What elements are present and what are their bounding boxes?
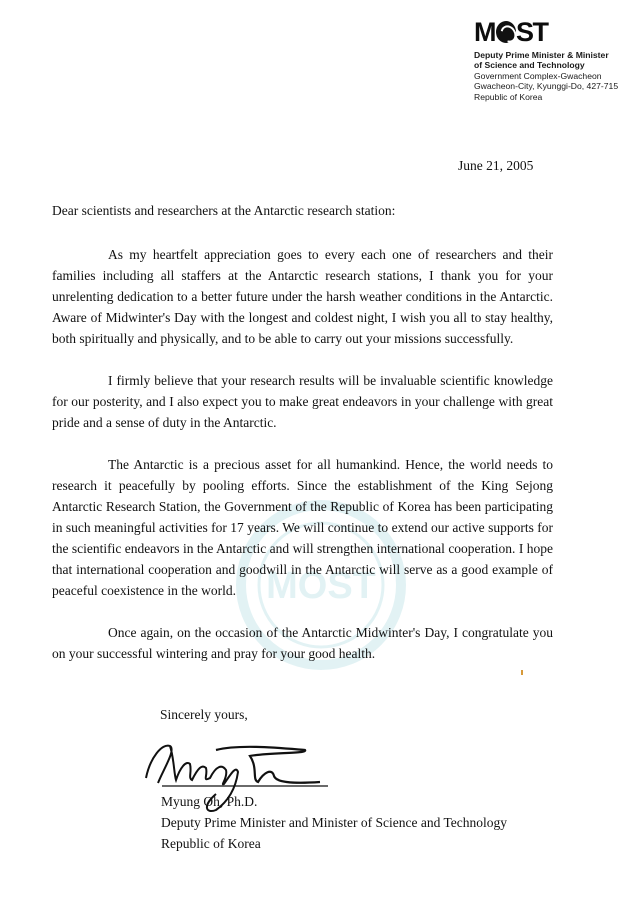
salutation: Dear scientists and researchers at the Antarctic research station: <box>52 203 396 218</box>
letter-date: June 21, 2005 <box>458 158 534 173</box>
signatory-title: Deputy Prime Minister and Minister of Science and Technology <box>161 815 507 830</box>
most-logo: M ST <box>474 17 548 47</box>
paragraph: Once again, on the occasion of the Antarctic Midwinter's Day, I congratulate you on your successful wintering and pray for your good health. <box>52 625 553 661</box>
scan-speck <box>521 670 523 675</box>
letterhead-line: Government Complex-Gwacheon <box>474 70 602 81</box>
paragraph: The Antarctic is a precious asset for all humankind. Hence, the world needs to research it peacefully by pooling efforts. Since the establishment of the King Sejong Antarctic Research Station, the Government of the Republic of Korea has been participating in such meaningful activities for 17 years. We will continue to extend our active supports for the scientific endeavors in the Antarctic and will strengthen international cooperation. I hope that international cooperation and goodwill in the Antarctic will serve as a good example of peaceful coexistence in the world. <box>52 457 553 598</box>
signatory-country: Republic of Korea <box>161 836 261 851</box>
svg-text:MOST: MOST <box>266 565 376 607</box>
paragraph: I firmly believe that your research results will be invaluable scientific knowledge for our posterity, and I also expect you to make great endeavors in your challenge with great pride and a sense of duty in the Antarctic. <box>52 373 553 430</box>
letterhead-line: Republic of Korea <box>474 91 543 102</box>
globe-icon <box>496 21 516 43</box>
letterhead-line: of Science and Technology <box>474 60 585 71</box>
letterhead <box>474 18 640 102</box>
signatory-name: Myung Oh, Ph.D. <box>161 794 258 809</box>
closing: Sincerely yours, <box>160 707 248 722</box>
letterhead-line: Deputy Prime Minister & Minister <box>474 50 609 60</box>
paragraph: As my heartfelt appreciation goes to every each one of researchers and their families including all staffers at the Antarctic research stations, I thank you for your unrelenting dedication to a better future under the harsh weather conditions in the Antarctic. Aware of Midwinter's Day with the longest and coldest night, I wish you all to stay healthy, both spiritually and physically, and to be able to carry out your missions successfully. <box>52 247 553 346</box>
letterhead-line: Gwacheon-City, Kyunggi-Do, 427-715 <box>474 81 619 92</box>
letter-body <box>52 244 553 685</box>
signature-block <box>161 791 507 854</box>
